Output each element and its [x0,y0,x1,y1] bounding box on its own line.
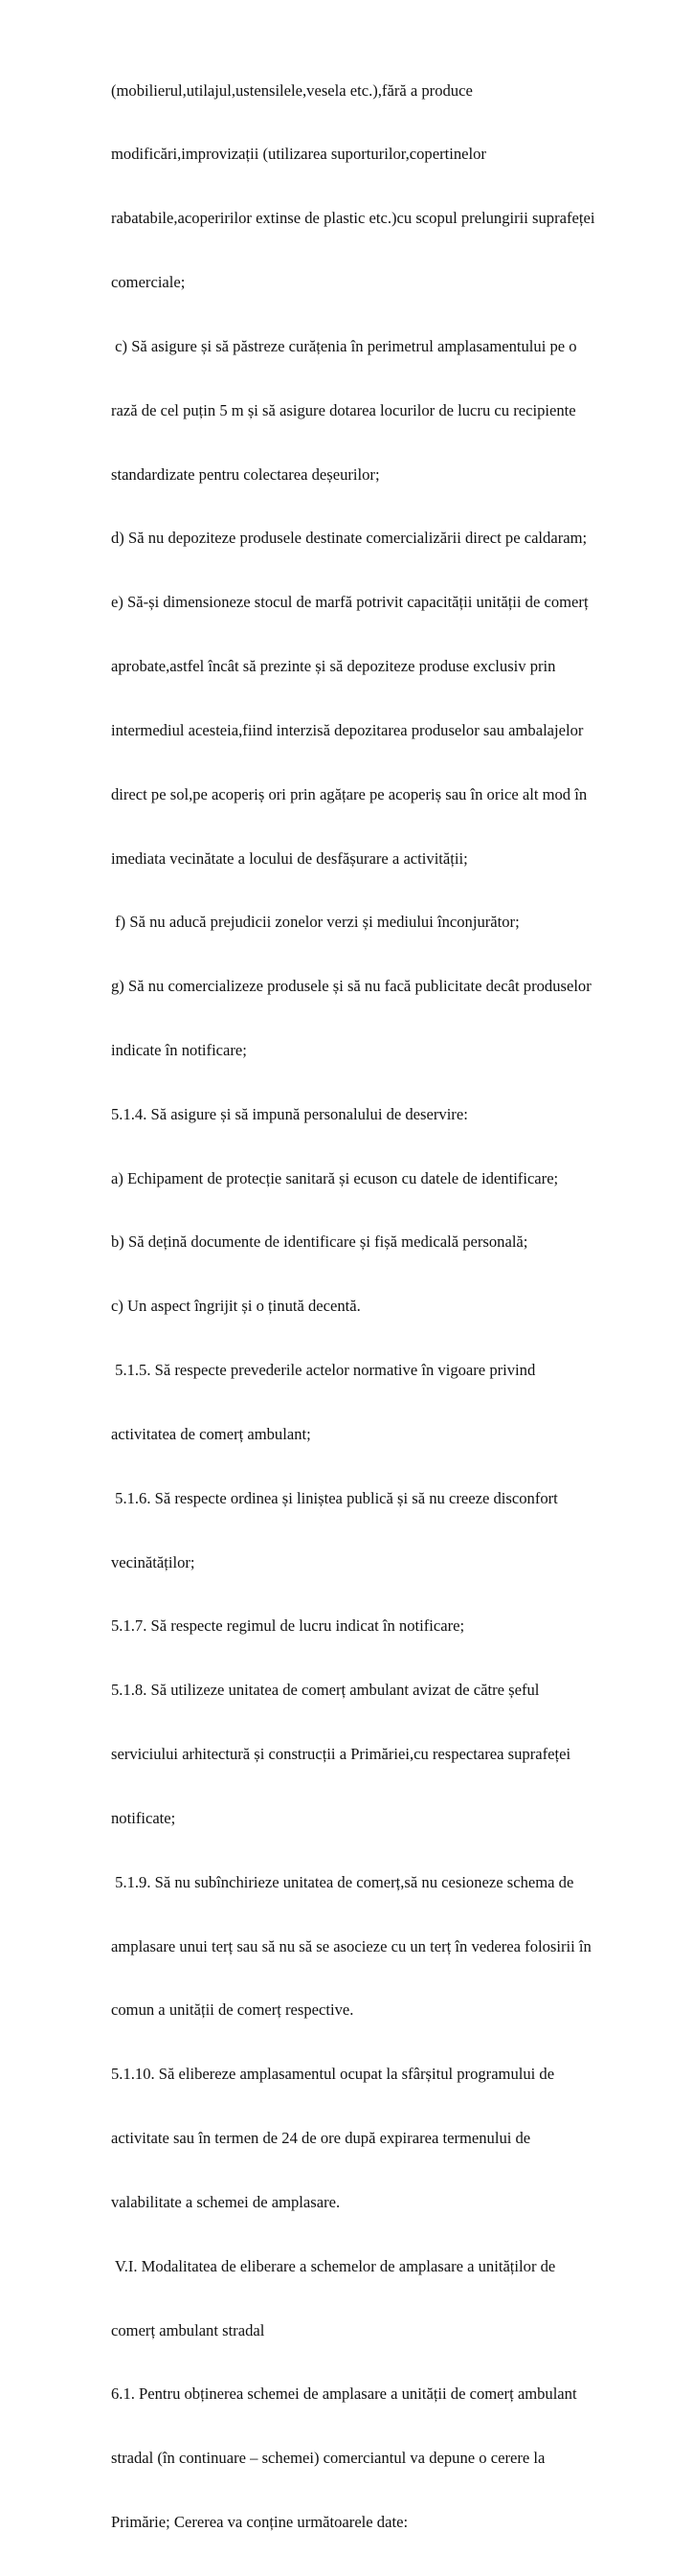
text-line: c) Un aspect îngrijit și o ținută decentă. [111,1297,361,1316]
text-line: V.I. Modalitatea de eliberare a schemelor de amplasare a unităților de [111,2256,556,2275]
text-line: aprobate,astfel încât să prezinte și să depoziteze produse exclusiv prin [111,657,556,676]
text-line: activitatea de comerț ambulant; [111,1424,311,1443]
text-line: valabilitate a schemei de amplasare. [111,2192,341,2211]
text-line: comerț ambulant stradal [111,2320,265,2339]
text-line: indicate în notificare; [111,1040,247,1059]
text-line: rază de cel puțin 5 m și să asigure dotarea locurilor de lucru cu recipiente [111,400,576,419]
text-line: notificate; [111,1808,176,1827]
text-line: f) Să nu aducă prejudicii zonelor verzi și mediului înconjurător; [111,913,520,932]
text-line: e) Să-și dimensioneze stocul de marfă potrivit capacității unității de comerț [111,593,589,612]
text-line: direct pe sol,pe acoperiș ori prin agățare pe acoperiș sau în orice alt mod în [111,784,588,803]
text-line: standardizate pentru colectarea deșeurilor; [111,464,380,484]
text-line: activitate sau în termen de 24 de ore după expirarea termenului de [111,2129,531,2148]
text-line: 5.1.7. Să respecte regimul de lucru indicat în notificare; [111,1616,465,1636]
text-line: serviciului arhitectură și construcții a Primăriei,cu respectarea suprafeței [111,1745,571,1764]
text-line: (mobilierul,utilajul,ustensilele,vesela etc.),fără a produce [111,80,473,100]
text-line: 5.1.6. Să respecte ordinea și liniștea publică și să nu creeze disconfort [111,1488,558,1507]
text-line: comun a unității de comerț respective. [111,2000,354,2020]
text-line: amplasare unui terț sau să nu să se asocieze cu un terț în vederea folosirii în [111,1936,592,1955]
text-line: 5.1.4. Să asigure și să impună personalului de deservire: [111,1104,468,1123]
text-line: b) Să dețină documente de identificare și fișă medicală personală; [111,1232,528,1252]
text-line: 5.1.9. Să nu subînchirieze unitatea de comerț,să nu cesioneze schema de [111,1872,574,1891]
text-line: rabatabile,acoperirilor extinse de plastic etc.)cu scopul prelungirii suprafeței [111,209,595,228]
text-line: 5.1.10. Să elibereze amplasamentul ocupat la sfârșitul programului de [111,2065,555,2084]
text-line: 6.1. Pentru obținerea schemei de amplasare a unității de comerț ambulant [111,2384,577,2404]
text-line: intermediul acesteia,fiind interzisă depozitarea produselor sau ambalajelor [111,720,584,739]
text-line: c) Să asigure și să păstreze curățenia în perimetrul amplasamentului pe o [111,336,577,355]
text-line: g) Să nu comercializeze produsele și să nu facă publicitate decât produselor [111,977,592,996]
text-line: a) Echipament de protecție sanitară și ecuson cu datele de identificare; [111,1168,559,1187]
text-line: modificări,improvizații (utilizarea suporturilor,copertinelor [111,145,486,164]
text-line: stradal (în continuare – schemei) comerciantul va depune o cerere la [111,2449,546,2468]
text-line: d) Să nu depoziteze produsele destinate comercializării direct pe caldaram; [111,529,588,548]
text-line: vecinătăților; [111,1552,195,1571]
text-line: Primărie; Cererea va conține următoarele date: [111,2513,409,2532]
text-line: imediata vecinătate a locului de desfășurare a activității; [111,848,468,868]
text-line: comerciale; [111,273,186,292]
document-body [111,37,685,2576]
text-line: 5.1.5. Să respecte prevederile actelor normative în vigoare privind [111,1361,536,1380]
text-line: 5.1.8. Să utilizeze unitatea de comerț ambulant avizat de către șeful [111,1681,540,1700]
